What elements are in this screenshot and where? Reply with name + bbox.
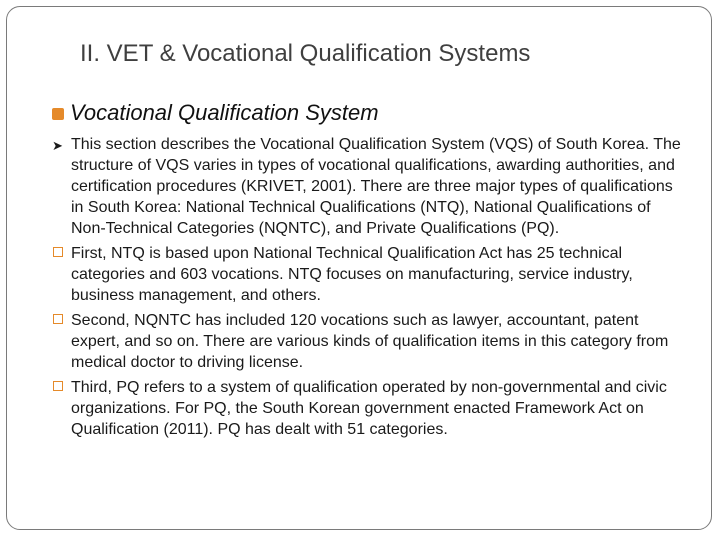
section-heading-text: Vocational Qualification System	[70, 100, 379, 125]
arrow-bullet-icon: ➤	[52, 138, 63, 153]
list-item	[52, 243, 682, 306]
slide-title: II. VET & Vocational Qualification Systems	[80, 40, 531, 67]
intro-text: This section describes the Vocational Qualification System (VQS) of South Korea. The structure of VQS varies in types of vocational qualifications, awarding authorities, and certification procedures (KRIVET, 2001). There are three major types of qualifications in South Korea: National Technical Qualifications (NTQ), National Qualifications of Non-Technical Categories (NQNTC), and Private Qualifications (PQ).	[71, 136, 681, 237]
hollow-square-bullet-icon	[53, 314, 63, 324]
list-item	[52, 310, 682, 373]
intro-paragraph	[52, 134, 682, 239]
list-item-text: Second, NQNTC has included 120 vocations such as lawyer, accountant, patent expert, and so on. There are various kinds of qualification items in this category from medical doctor to driving license.	[71, 312, 669, 371]
list-item	[52, 377, 682, 440]
list-item-text: Third, PQ refers to a system of qualification operated by non-governmental and civic organizations. For PQ, the South Korean government enacted Framework Act on Qualification (2011). PQ has dealt with 51 categories.	[71, 379, 667, 438]
square-bullet-icon	[52, 108, 64, 120]
list-item-text: First, NTQ is based upon National Technical Qualification Act has 25 technical categories and 603 vocations. NTQ focuses on manufacturing, service industry, business management, and others.	[71, 245, 633, 304]
slide-content	[52, 134, 682, 444]
hollow-square-bullet-icon	[53, 247, 63, 257]
hollow-square-bullet-icon	[53, 381, 63, 391]
section-heading	[52, 100, 379, 126]
